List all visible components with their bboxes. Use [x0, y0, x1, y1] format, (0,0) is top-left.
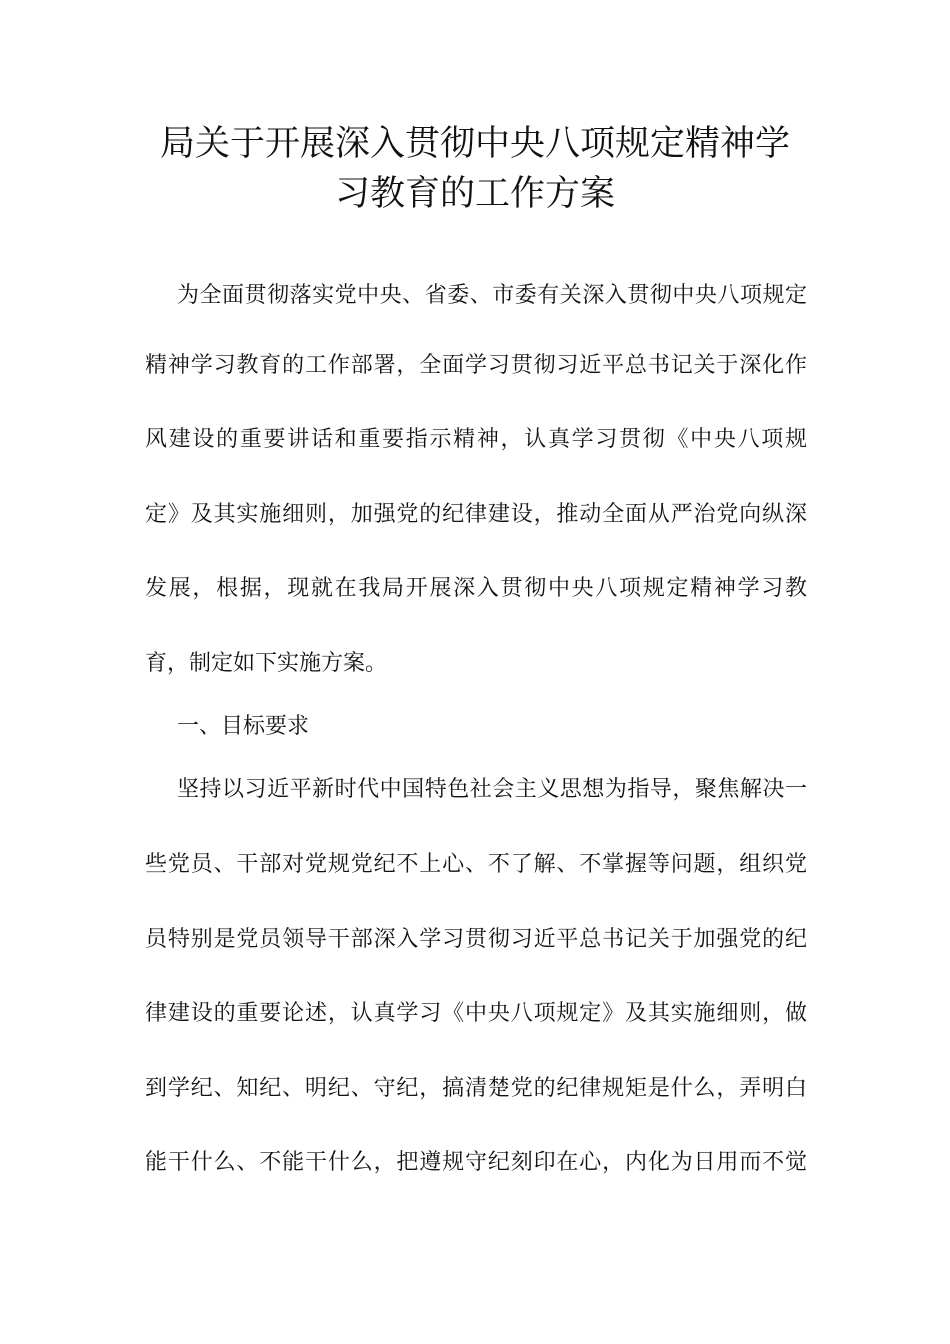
intro-paragraph-line: 定》及其实施细则，加强党的纪律建设，推动全面从严治党向纵深 — [145, 502, 807, 527]
goals-paragraph-line: 坚持以习近平新时代中国特色社会主义思想为指导，聚焦解决一 — [177, 777, 807, 802]
intro-paragraph-line: 发展，根据，现就在我局开展深入贯彻中央八项规定精神学习教 — [145, 576, 807, 601]
document-title-line-1: 局关于开展深入贯彻中央八项规定精神学 — [159, 124, 790, 164]
intro-paragraph-line: 为全面贯彻落实党中央、省委、市委有关深入贯彻中央八项规定 — [177, 283, 807, 308]
goals-paragraph-line: 员特别是党员领导干部深入学习贯彻习近平总书记关于加强党的纪 — [145, 927, 807, 952]
intro-paragraph-line: 风建设的重要讲话和重要指示精神，认真学习贯彻《中央八项规 — [145, 427, 807, 452]
goals-paragraph-line: 到学纪、知纪、明纪、守纪，搞清楚党的纪律规矩是什么，弄明白 — [145, 1076, 807, 1101]
intro-paragraph-line: 育，制定如下实施方案。 — [145, 651, 388, 676]
intro-paragraph-line: 精神学习教育的工作部署，全面学习贯彻习近平总书记关于深化作 — [145, 353, 807, 378]
goals-paragraph-line: 些党员、干部对党规党纪不上心、不了解、不掌握等问题，组织党 — [145, 852, 807, 877]
document-title-line-2: 习教育的工作方案 — [334, 174, 615, 214]
section-heading: 一、目标要求 — [177, 714, 310, 739]
goals-paragraph-line: 能干什么、不能干什么，把遵规守纪刻印在心，内化为日用而不觉 — [145, 1150, 807, 1175]
goals-paragraph-line: 律建设的重要论述，认真学习《中央八项规定》及其实施细则，做 — [145, 1001, 807, 1026]
